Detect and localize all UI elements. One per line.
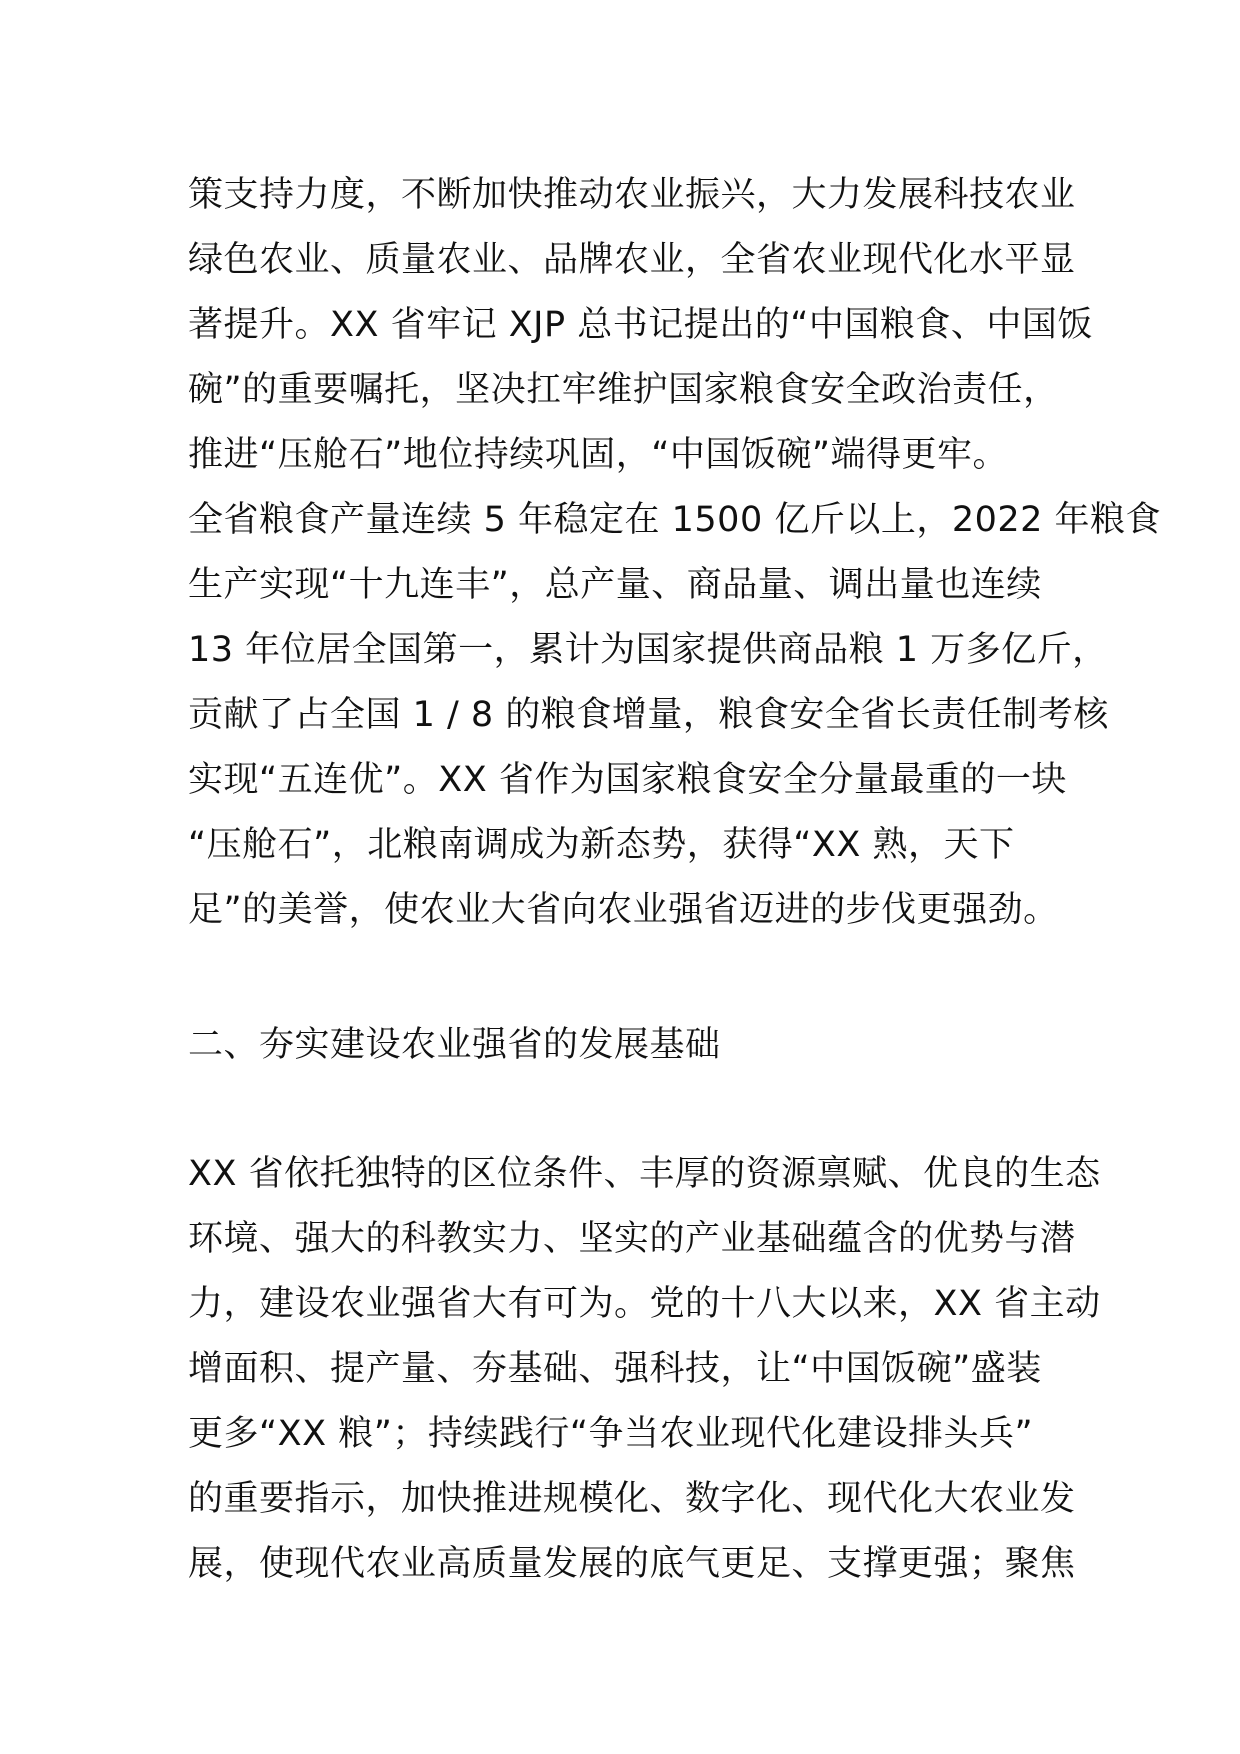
paragraph-line: 碗”的重要嘱托，坚决扛牢维护国家粮食安全政治责任， xyxy=(188,370,1059,410)
paragraph-line: 全省粮食产量连续 5 年稳定在 1500 亿斤以上，2022 年粮食 xyxy=(188,500,1162,540)
paragraph-line: 推进“压舱石”地位持续巩固，“中国饭碗”端得更牢。 xyxy=(188,435,1009,475)
section-heading-text: 二、夯实建设农业强省的发展基础 xyxy=(188,1025,721,1065)
paragraph-development-foundation xyxy=(188,1142,1101,1597)
paragraph-line: 增面积、提产量、夯基础、强科技，让“中国饭碗”盛装 xyxy=(188,1349,1042,1389)
section-heading xyxy=(188,1013,1058,1078)
paragraph-line: 绿色农业、质量农业、品牌农业，全省农业现代化水平显 xyxy=(188,240,1076,280)
paragraph-line: 更多“XX 粮”；持续践行“争当农业现代化建设排头兵” xyxy=(188,1414,1034,1454)
paragraph-line: 的重要指示，加快推进规模化、数字化、现代化大农业发 xyxy=(188,1479,1076,1519)
paragraph-agriculture-achievements xyxy=(188,163,1162,943)
paragraph-line: 实现“五连优”。XX 省作为国家粮食安全分量最重的一块 xyxy=(188,760,1067,800)
paragraph-line: 展，使现代农业高质量发展的底气更足、支撑更强；聚焦 xyxy=(188,1544,1076,1584)
paragraph-line: 著提升。XX 省牢记 XJP 总书记提出的“中国粮食、中国饭 xyxy=(188,305,1093,345)
paragraph-line: 13 年位居全国第一，累计为国家提供商品粮 1 万多亿斤， xyxy=(188,630,1108,670)
paragraph-line: 贡献了占全国 1 / 8 的粮食增量，粮食安全省长责任制考核 xyxy=(188,695,1109,735)
paragraph-line: XX 省依托独特的区位条件、丰厚的资源禀赋、优良的生态 xyxy=(188,1154,1101,1194)
paragraph-line: 力，建设农业强省大有可为。党的十八大以来，XX 省主动 xyxy=(188,1284,1101,1324)
paragraph-line: 生产实现“十九连丰”，总产量、商品量、调出量也连续 xyxy=(188,565,1042,605)
paragraph-line: 策支持力度，不断加快推动农业振兴，大力发展科技农业 xyxy=(188,175,1076,215)
paragraph-line: 足”的美誉，使农业大省向农业强省迈进的步伐更强劲。 xyxy=(188,890,1059,930)
paragraph-line: “压舱石”，北粮南调成为新态势，获得“XX 熟，天下 xyxy=(188,825,1015,865)
paragraph-line: 环境、强大的科教实力、坚实的产业基础蕴含的优势与潜 xyxy=(188,1219,1076,1259)
